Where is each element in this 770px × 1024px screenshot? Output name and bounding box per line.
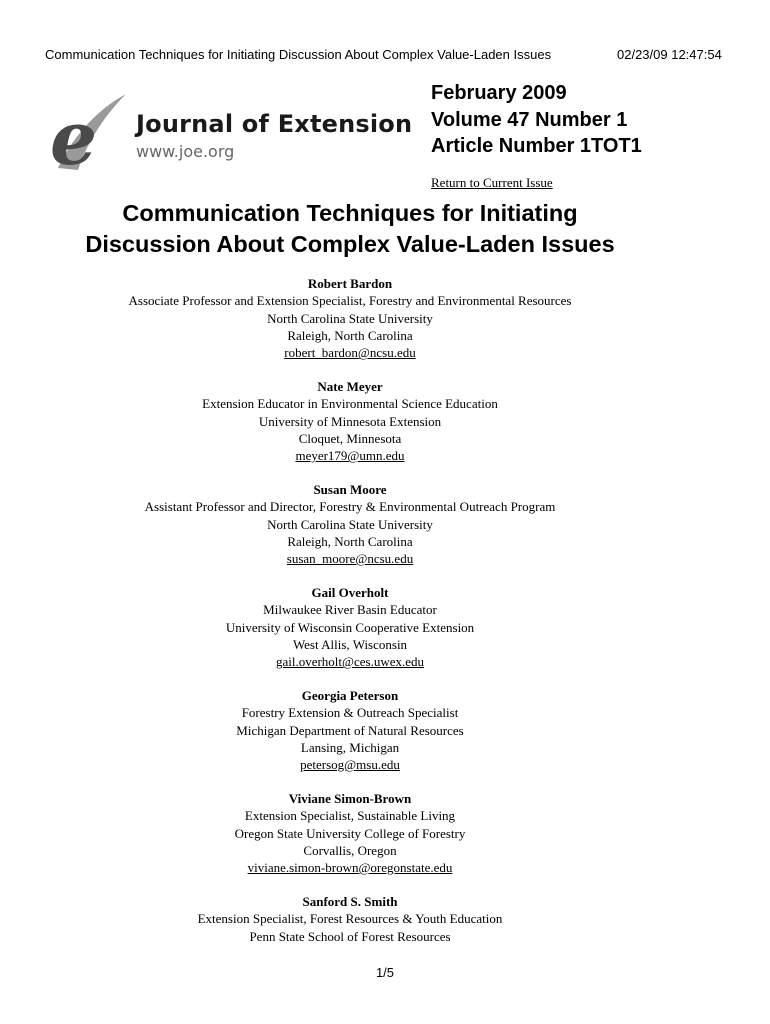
page-number: 1/5	[375, 965, 395, 980]
author-title: Extension Specialist, Sustainable Living	[244, 808, 456, 824]
author-email-link[interactable]: petersog@msu.edu	[300, 757, 400, 773]
author-name: Nate Meyer	[317, 378, 383, 394]
author-organization: North Carolina State University	[267, 516, 433, 532]
author-name: Robert Bardon	[307, 276, 393, 291]
author-list	[0, 275, 700, 961]
author-title: Extension Specialist, Forest Resources & Youth Education	[197, 911, 503, 927]
author-block	[0, 481, 700, 567]
issue-volume: Volume 47 Number 1	[431, 108, 628, 131]
author-block	[0, 893, 700, 945]
issue-info	[431, 80, 642, 160]
author-organization: University of Minnesota Extension	[258, 413, 442, 429]
author-block	[0, 275, 700, 361]
author-location: Corvallis, Oregon	[303, 842, 397, 858]
issue-article-number: Article Number 1TOT1	[431, 135, 642, 157]
author-email-link[interactable]: meyer179@umn.edu	[295, 448, 405, 464]
author-name: Gail Overholt	[311, 584, 389, 600]
author-block	[0, 790, 700, 876]
author-organization: North Carolina State University	[267, 310, 433, 326]
author-organization: Penn State School of Forest Resources	[249, 928, 451, 944]
author-name: Georgia Peterson	[301, 687, 399, 703]
author-organization: University of Wisconsin Cooperative Extension	[225, 619, 475, 635]
author-organization: Oregon State University College of Forestry	[234, 825, 466, 841]
author-title: Milwaukee River Basin Educator	[263, 602, 437, 618]
author-location: Raleigh, North Carolina	[287, 327, 413, 343]
return-to-current-issue-link[interactable]: Return to Current Issue	[431, 175, 553, 190]
print-header-timestamp: 02/23/09 12:47:54	[617, 47, 722, 62]
author-block	[0, 584, 700, 670]
author-name: Sanford S. Smith	[302, 893, 398, 909]
author-organization: Michigan Department of Natural Resources	[236, 722, 464, 738]
article-title-line-1: Communication Techniques for Initiating	[122, 200, 578, 226]
author-location: Raleigh, North Carolina	[287, 533, 413, 549]
author-location: Cloquet, Minnesota	[298, 430, 402, 446]
author-title: Assistant Professor and Director, Forestry & Environmental Outreach Program	[144, 499, 556, 515]
print-header-title: Communication Techniques for Initiating Discussion About Complex Value-Laden Issues	[45, 47, 552, 62]
author-email-link[interactable]: robert_bardon@ncsu.edu	[284, 345, 416, 361]
joe-e-logo-icon	[48, 88, 130, 176]
author-location: West Allis, Wisconsin	[292, 636, 408, 652]
author-block	[0, 378, 700, 464]
author-location: Lansing, Michigan	[300, 739, 400, 755]
author-title: Extension Educator in Environmental Science Education	[202, 396, 498, 412]
author-title: Forestry Extension & Outreach Specialist	[241, 705, 459, 721]
logo-url: www.joe.org	[136, 142, 235, 161]
article-title-line-2: Discussion About Complex Value-Laden Issues	[85, 231, 615, 257]
journal-logo	[48, 88, 423, 176]
author-email-link[interactable]: gail.overholt@ces.uwex.edu	[275, 654, 425, 670]
author-block	[0, 687, 700, 773]
author-name: Susan Moore	[313, 481, 387, 497]
author-email-link[interactable]: susan_moore@ncsu.edu	[286, 551, 414, 567]
author-name: Viviane Simon-Brown	[288, 790, 412, 806]
article-title	[0, 198, 700, 260]
logo-letter: e	[50, 96, 98, 176]
author-email-link[interactable]: viviane.simon-brown@oregonstate.edu	[247, 860, 453, 876]
logo-journal-name: Journal of Extension	[136, 110, 413, 138]
author-title: Associate Professor and Extension Specialist, Forestry and Environmental Resources	[128, 293, 572, 309]
issue-date: February 2009	[431, 82, 567, 104]
